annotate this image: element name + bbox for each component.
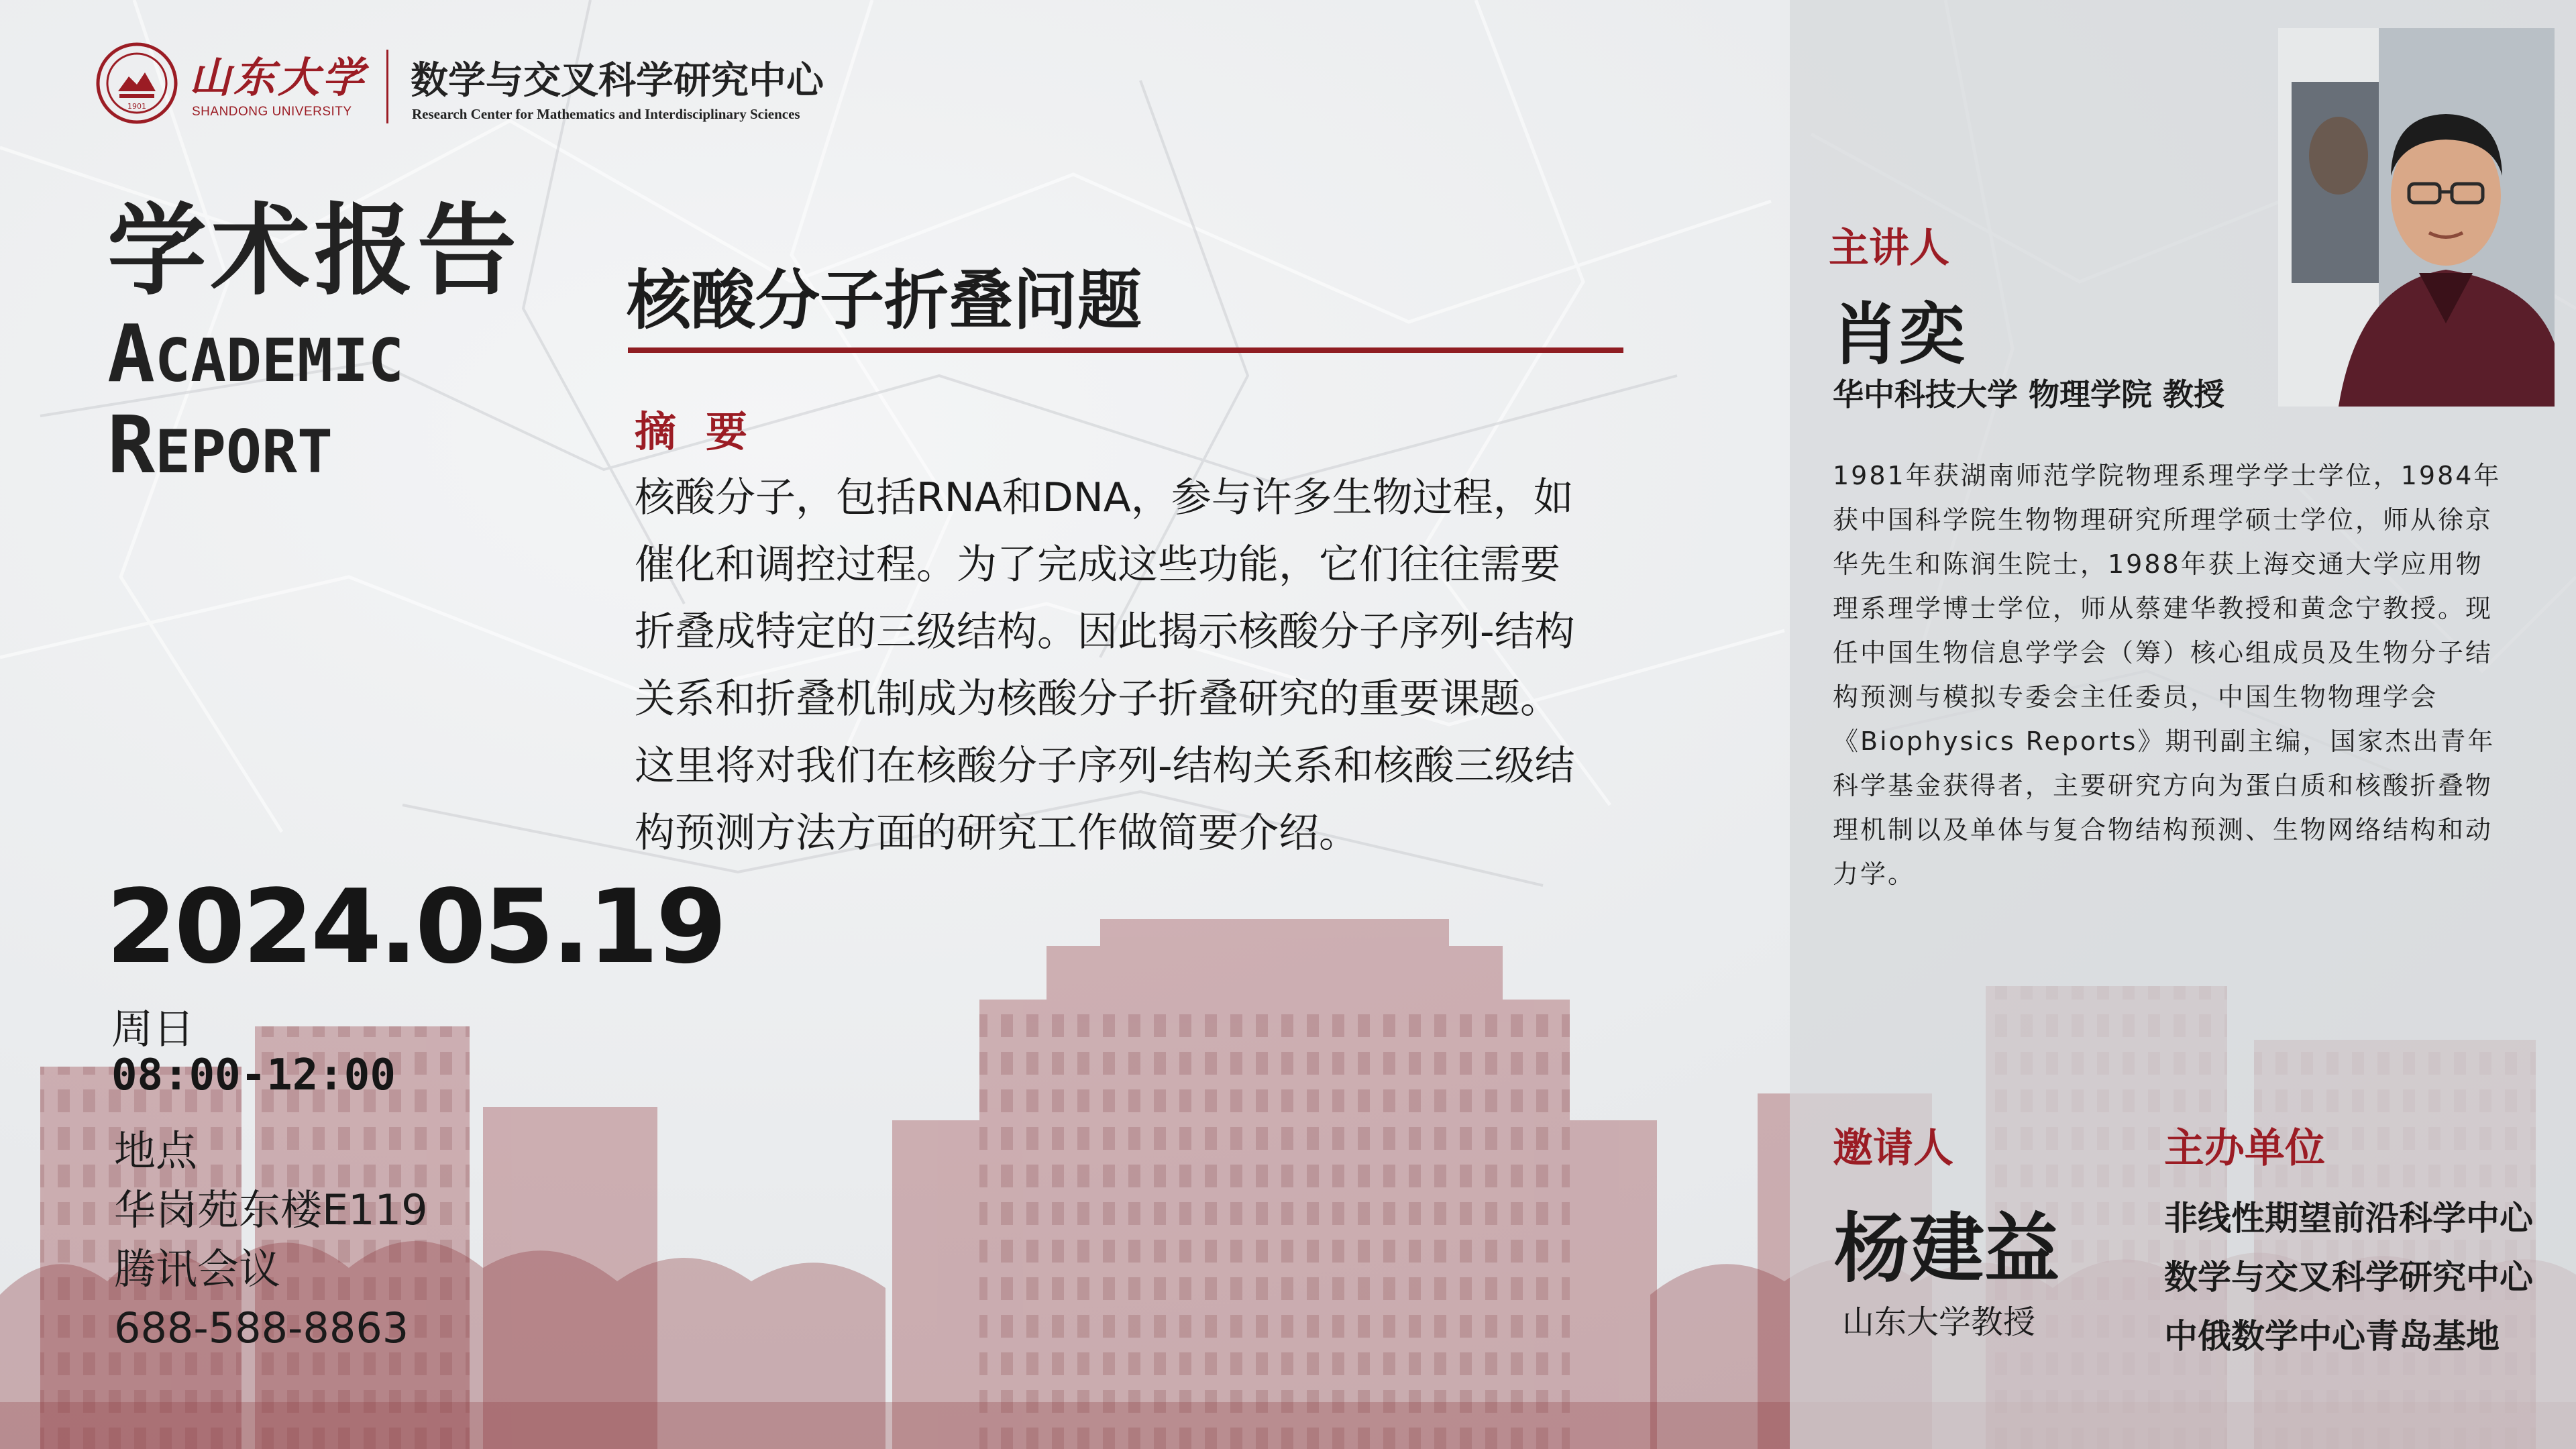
venue-block bbox=[114, 1122, 428, 1358]
organizers-label: 主办单位 bbox=[2164, 1125, 2325, 1172]
university-name-cn: 山东大学 bbox=[189, 53, 367, 102]
organizer-item: 中俄数学中心青岛基地 bbox=[2164, 1317, 2500, 1356]
organizer-item: 数学与交叉科学研究中心 bbox=[2164, 1258, 2533, 1297]
speaker-photo bbox=[2278, 28, 2555, 407]
speaker-affiliation: 华中科技大学 物理学院 教授 bbox=[1833, 376, 2225, 413]
meeting-id: 688-588-8863 bbox=[114, 1303, 409, 1352]
inviter-affiliation: 山东大学教授 bbox=[1842, 1303, 2036, 1341]
speaker-label: 主讲人 bbox=[1829, 225, 1949, 272]
title-underline bbox=[628, 347, 1623, 353]
research-center-name-cn: 数学与交叉科学研究中心 bbox=[411, 59, 824, 103]
location-label: 地点 bbox=[114, 1126, 198, 1175]
abstract-label: 摘要 bbox=[635, 407, 777, 456]
poster-title-en-line2: REPORT bbox=[107, 398, 333, 491]
inviter-label: 邀请人 bbox=[1833, 1125, 1953, 1172]
event-date: 2024.05.19 bbox=[106, 867, 724, 986]
abstract-text: 核酸分子，包括RNA和DNA，参与许多生物过程，如催化和调控过程。为了完成这些功能，它们往往需要折叠成特定的三级结构。因此揭示核酸分子序列-结构关系和折叠机制成为核酸分子折叠研究的重要课题。这里将对我们在核酸分子序列-结构关系和核酸三级结构预测方法方面的研究工作做简要介绍。 bbox=[635, 474, 1575, 857]
research-center-name-en: Research Center for Mathematics and Interdisciplinary Sciences bbox=[412, 106, 800, 122]
event-time: 08:00-12:00 bbox=[111, 1051, 396, 1100]
university-seal-icon bbox=[95, 42, 178, 125]
meeting-platform: 腾讯会议 bbox=[114, 1244, 281, 1293]
seal-year: 1901 bbox=[127, 102, 146, 111]
inviter-name: 杨建益 bbox=[1834, 1205, 2059, 1293]
university-name-en: SHANDONG UNIVERSITY bbox=[192, 105, 352, 119]
organizer-item: 非线性期望前沿科学中心 bbox=[2164, 1199, 2533, 1238]
poster-title-en-line1: ACADEMIC bbox=[107, 307, 404, 400]
event-weekday: 周日 bbox=[111, 1004, 195, 1053]
poster-title-cn: 学术报告 bbox=[107, 193, 521, 309]
organizers-list bbox=[2164, 1189, 2533, 1366]
speaker-name: 肖奕 bbox=[1831, 295, 1966, 374]
talk-title: 核酸分子折叠问题 bbox=[627, 263, 1142, 338]
speaker-bio: 1981年获湖南师范学院物理系理学学士学位，1984年获中国科学院生物物理研究所理学硕士学位，师从徐京华先生和陈润生院士，1988年获上海交通大学应用物理系理学博士学位，师从蔡建华教授和黄念宁教授。现任中国生物信息学学会（筹）核心组成员及生物分子结构预测与模拟专委会主任委员，中国生物物理学会《Biophysics Reports》期刊副主编，国家杰出青年科学基金获得者，主要研究方向为蛋白质和核酸折叠物理机制以及单体与复合物结构预测、生物网络结构和动力学。 bbox=[1833, 461, 2502, 889]
logo-divider bbox=[386, 50, 388, 123]
room: 华岗苑东楼E119 bbox=[114, 1185, 428, 1234]
